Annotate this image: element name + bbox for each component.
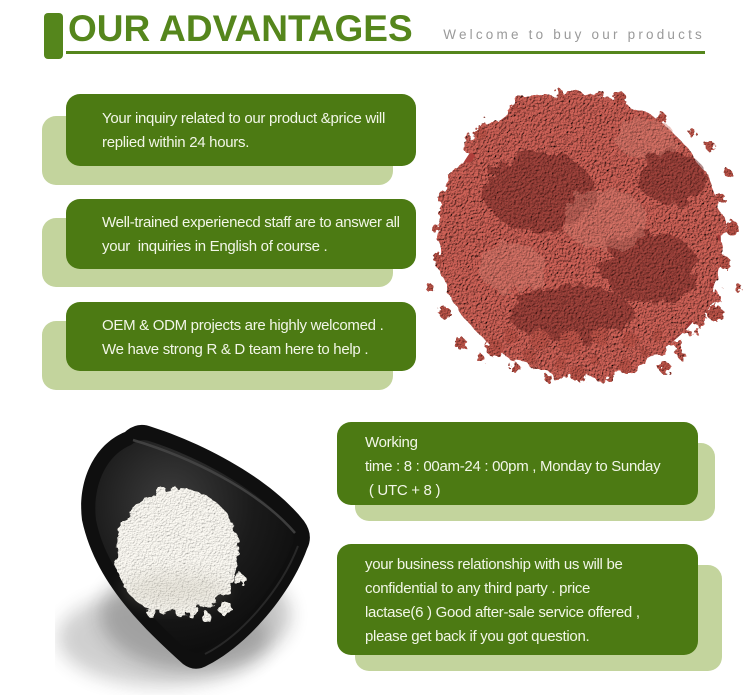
advantage-bubble (66, 302, 416, 371)
advantage-text-line: time : 8 : 00am-24 : 00pm , Monday to Sunday (365, 458, 661, 475)
advantage-text-line: Working (365, 434, 418, 451)
advantage-text-line: please get back if you got question. (365, 628, 590, 645)
advantage-text-line: replied within 24 hours. (102, 134, 250, 151)
advantage-bubble (337, 544, 698, 655)
advantage-bubble (66, 94, 416, 166)
advantage-bubble (66, 199, 416, 269)
advantage-text-line: your inquiries in English of course . (102, 238, 328, 255)
page-title: OUR ADVANTAGES (68, 8, 413, 49)
advantage-text-line: ( UTC + 8 ) (365, 482, 441, 499)
accent-bar (44, 13, 63, 59)
advantage-text-line: OEM & ODM projects are highly welcomed . (102, 317, 384, 334)
advantage-text-line: confidential to any third party . price (365, 580, 591, 597)
header-tagline: Welcome to buy our products (443, 27, 705, 42)
advantage-text-line: Your inquiry related to our product &price will (102, 110, 386, 127)
advantage-bubble (337, 422, 698, 505)
advantage-text-line: We have strong R & D team here to help . (102, 341, 369, 358)
header-underline (66, 51, 705, 54)
red-powder-image (420, 78, 750, 398)
advantage-text-line: Well-trained experienecd staff are to answer all (102, 214, 400, 231)
advantage-text-line: lactase(6 ) Good after-sale service offered , (365, 604, 640, 621)
white-powder-dish-image (55, 400, 345, 695)
advantage-text-line: your business relationship with us will be (365, 556, 623, 573)
